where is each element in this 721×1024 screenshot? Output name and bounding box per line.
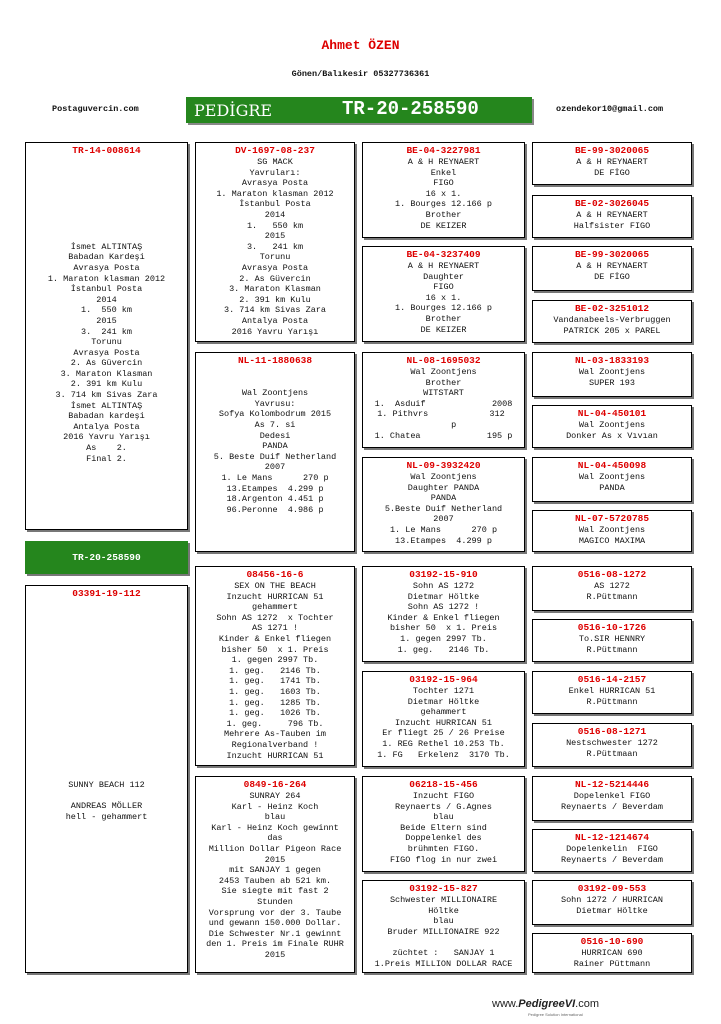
pigeon-details: Sohn 1272 / HURRICAN Dietmar Höltke	[560, 895, 664, 916]
ring-number: NL-09-3932420	[406, 460, 481, 471]
pigeon-details: SG MACK Yavruları: Avrasya Posta 1. Maraton klasman 2012 İstanbul Posta 2014 1. 550 km 2015 3. 241 km Torunu Avrasya Posta 2. As Güvercin 3. Maraton Klasman 2. 391 km Kulu 3. 714 km Sivas Zara Antalya Posta 2016 Yavru Yarışı	[216, 157, 334, 337]
ring-number: BE-99-3020065	[574, 249, 650, 260]
pigeon-details: Sohn AS 1272 Dietmar Höltke Sohn AS 1272 ! Kinder & Enkel fliegen bisher 50 x 1. Preis 1. gegen 2997 Tb. 1. geg. 2146 Tb.	[387, 581, 500, 655]
pigeon-details: SEX ON THE BEACH Inzucht HURRICAN 51 gehammert Sohn AS 1272 x Tochter AS 1271 ! Kinder & Enkel fliegen bisher 50 x 1. Preis 1. gegen 2997 Tb. 1. geg. 2146 Tb. 1. geg. 1741 Tb. 1. geg. 1603 Tb. 1. geg. 1285 Tb. 1. geg. 1026 Tb. 1. geg. 796 Tb. Mehrere As-Tauben im Regionalverband ! Inzucht HURRICAN 51	[216, 581, 334, 761]
ring-number: 03391-19-112	[72, 588, 141, 599]
pigeon-details: Wal Zoontjens Daughter PANDA PANDA 5.Beste Duif Netherland 2007 1. Le Mans 270 p 13.Etampes 4.299 p	[384, 472, 503, 546]
pigeon-details: Schwester MILLIONAIRE Höltke blau Bruder MILLIONAIRE 922 züchtet : SANJAY 1 1.Preis MILLION DOLLAR RACE	[374, 895, 513, 969]
ring-number: 0516-10-690	[580, 936, 644, 947]
great-grandparent-box	[362, 457, 525, 552]
ancestor-box	[532, 566, 692, 611]
sire-box	[25, 142, 188, 530]
great-grandparent-box	[362, 566, 525, 662]
pigeon-details: Dopelenkel FIGO Reynaerts / Beverdam	[560, 791, 664, 812]
ancestor-box	[532, 142, 692, 185]
ring-number: BE-99-3020065	[574, 145, 650, 156]
ancestor-box	[532, 352, 692, 397]
grandparent-box	[195, 776, 355, 973]
subject-ring-box: TR-20-258590	[25, 541, 188, 574]
ring-number: BE-02-3026045	[574, 198, 650, 209]
ring-number: BE-04-3227981	[406, 145, 481, 156]
ring-number: NL-04-450098	[577, 460, 647, 471]
great-grandparent-box	[362, 142, 525, 238]
pigeon-details: Wal Zoontjens MAGICO MAXIMA	[578, 525, 646, 546]
ring-number: 0516-10-1726	[577, 622, 647, 633]
pigeon-details: Wal Zoontjens Yavrusu: Sofya Kolombodrum 2015 As 7. si Dedesi PANDA 5. Beste Duif Netherland 2007 1. Le Mans 270 p 13.Etampes 4.299 p 18.Argenton 4.451 p 96.Peronne 4.986 p	[213, 388, 337, 515]
ring-number: 03192-09-553	[577, 883, 647, 894]
banner-ring-number: TR-20-258590	[342, 98, 479, 120]
ancestor-box	[532, 195, 692, 238]
great-grandparent-box	[362, 776, 525, 872]
logo-suffix: .com	[575, 998, 599, 1010]
logo-tagline: Pedigree Solution International	[528, 1012, 583, 1017]
pigeon-details: Wal Zoontjens PANDA	[578, 472, 646, 493]
owner-name: Ahmet ÖZEN	[321, 38, 400, 53]
ring-number: NL-07-5720785	[574, 513, 650, 524]
ancestor-box	[532, 671, 692, 714]
pedigree-banner	[186, 97, 532, 123]
great-grandparent-box	[362, 880, 525, 973]
email-text: ozendekor10@gmail.com	[556, 104, 664, 114]
pigeon-details: Vandanabeels-Verbruggen PATRICK 205 x PAREL	[553, 315, 671, 336]
ancestor-box	[532, 829, 692, 872]
pigeon-details: Dopelenkelin FIGO Reynaerts / Beverdam	[560, 844, 664, 865]
ancestor-box	[532, 723, 692, 767]
pigeon-details: Wal Zoontjens SUPER 193	[578, 367, 646, 388]
great-grandparent-box	[362, 671, 525, 767]
ancestor-box	[532, 405, 692, 448]
pigeon-details: İsmet ALTINTAŞ Babadan Kardeşi Avrasya Posta 1. Maraton klasman 2012 İstanbul Posta 2014 1. 550 km 2015 3. 241 km Torunu Avrasya Posta 2. As Güvercin 3. Maraton Klasman 2. 391 km Kulu 3. 714 km Sivas Zara İsmet ALTINTAŞ Babadan kardeşi Antalya Posta 2016 Yavru Yarışı As 2. Final 2.	[47, 241, 166, 464]
pigeon-details: A & H REYNAERT Halfsister FIGO	[573, 210, 651, 231]
ring-number: 06218-15-456	[409, 779, 478, 790]
ring-number: NL-12-5214446	[574, 779, 650, 790]
ancestor-box	[532, 457, 692, 502]
banner-label: PEDİGRE	[194, 101, 273, 120]
logo-brand: PedigreeVI	[518, 998, 576, 1010]
grandparent-box	[195, 142, 355, 342]
pedigreevi-logo	[492, 998, 599, 1017]
pigeon-details: SUNNY BEACH 112 ANDREAS MÖLLER hell - gehammert	[65, 780, 148, 822]
ancestor-box	[532, 246, 692, 291]
ring-number: NL-04-450101	[577, 408, 647, 419]
dam-box	[25, 585, 188, 973]
ring-number: 03192-15-910	[409, 569, 478, 580]
ring-number: 08456-16-6	[246, 569, 304, 580]
ancestor-box	[532, 880, 692, 925]
grandparent-box	[195, 352, 355, 552]
pigeon-details: Tochter 1271 Dietmar Höltke gehammert Inzucht HURRICAN 51 Er fliegt 25 / 26 Preise 1. REG Rethel 10.253 Tb. 1. FG Erkelenz 3170 Tb.	[377, 686, 510, 760]
pigeon-details: A & H REYNAERT DE FİGO	[576, 261, 648, 282]
ring-number: NL-08-1695032	[406, 355, 481, 366]
pigeon-details: Wal Zoontjens Brother WITSTART 1. Asduif 2008 1. Pithvrs 312 p 1. Chatea 195 p	[374, 367, 513, 441]
pigeon-details: SUNRAY 264 Karl - Heinz Koch blau Karl - Heinz Koch gewinnt das Million Dollar Pigeon Race 2015 mit SANJAY 1 gegen 2453 Tauben ab 521 km. Sie siegte mit fast 2 Stunden Vorsprung vor der 3. Taube und gewann 150.000 Dollar. Die Schwester Nr.1 gewinnt den 1. Preis im Finale RUHR 2015	[206, 791, 344, 960]
pigeon-details: A & H REYNAERT DE FİGO	[576, 157, 648, 178]
ring-number: NL-12-1214674	[574, 832, 650, 843]
website-text: Postaguvercin.com	[52, 104, 139, 114]
ring-number: 0849-16-264	[243, 779, 307, 790]
pigeon-details: Wal Zoontjens Donker As x Vıvıan	[566, 420, 658, 441]
ring-number: 0516-08-1271	[577, 726, 647, 737]
pigeon-details: A & H REYNAERT Daughter FIGO 16 x 1. 1. Bourges 12.166 p Brother DE KEIZER	[395, 261, 492, 335]
pigeon-details: HURRICAN 690 Rainer Püttmann	[573, 948, 651, 969]
grandparent-box	[195, 566, 355, 766]
ancestor-box	[532, 933, 692, 973]
great-grandparent-box	[362, 246, 525, 342]
ring-number: NL-11-1880638	[237, 355, 313, 366]
owner-address: Gönen/Balıkesir 05327736361	[291, 69, 430, 79]
ancestor-box	[532, 510, 692, 552]
ring-number: 0516-14-2157	[577, 674, 647, 685]
ring-number: 0516-08-1272	[577, 569, 647, 580]
pigeon-details: AS 1272 R.Püttmann	[586, 581, 638, 602]
ring-number: DV-1697-08-237	[235, 145, 315, 156]
ring-number: BE-02-3251012	[574, 303, 650, 314]
ring-number: NL-03-1833193	[574, 355, 650, 366]
logo-prefix: www.	[492, 998, 519, 1010]
pigeon-details: Enkel HURRICAN 51 R.Püttmann	[568, 686, 656, 707]
ancestor-box	[532, 619, 692, 662]
ring-number: BE-04-3237409	[406, 249, 481, 260]
great-grandparent-box	[362, 352, 525, 448]
ring-number: 03192-15-827	[409, 883, 478, 894]
pigeon-details: A & H REYNAERT Enkel FIGO 16 x 1. 1. Bourges 12.166 p Brother DE KEIZER	[395, 157, 492, 231]
ring-number: TR-14-008614	[72, 145, 141, 156]
ring-number: 03192-15-964	[409, 674, 478, 685]
pigeon-details: Nestschwester 1272 R.Püttmaan	[566, 738, 658, 759]
pigeon-details: To.SIR HENNRY R.Püttmann	[578, 634, 646, 655]
pigeon-details: Inzucht FIGO Reynaerts / G.Agnes blau Beide Eltern sind Doppelenkel des brühmten FIGO. FIGO flog in nur zwei	[389, 791, 498, 865]
ancestor-box	[532, 776, 692, 821]
ancestor-box	[532, 300, 692, 343]
